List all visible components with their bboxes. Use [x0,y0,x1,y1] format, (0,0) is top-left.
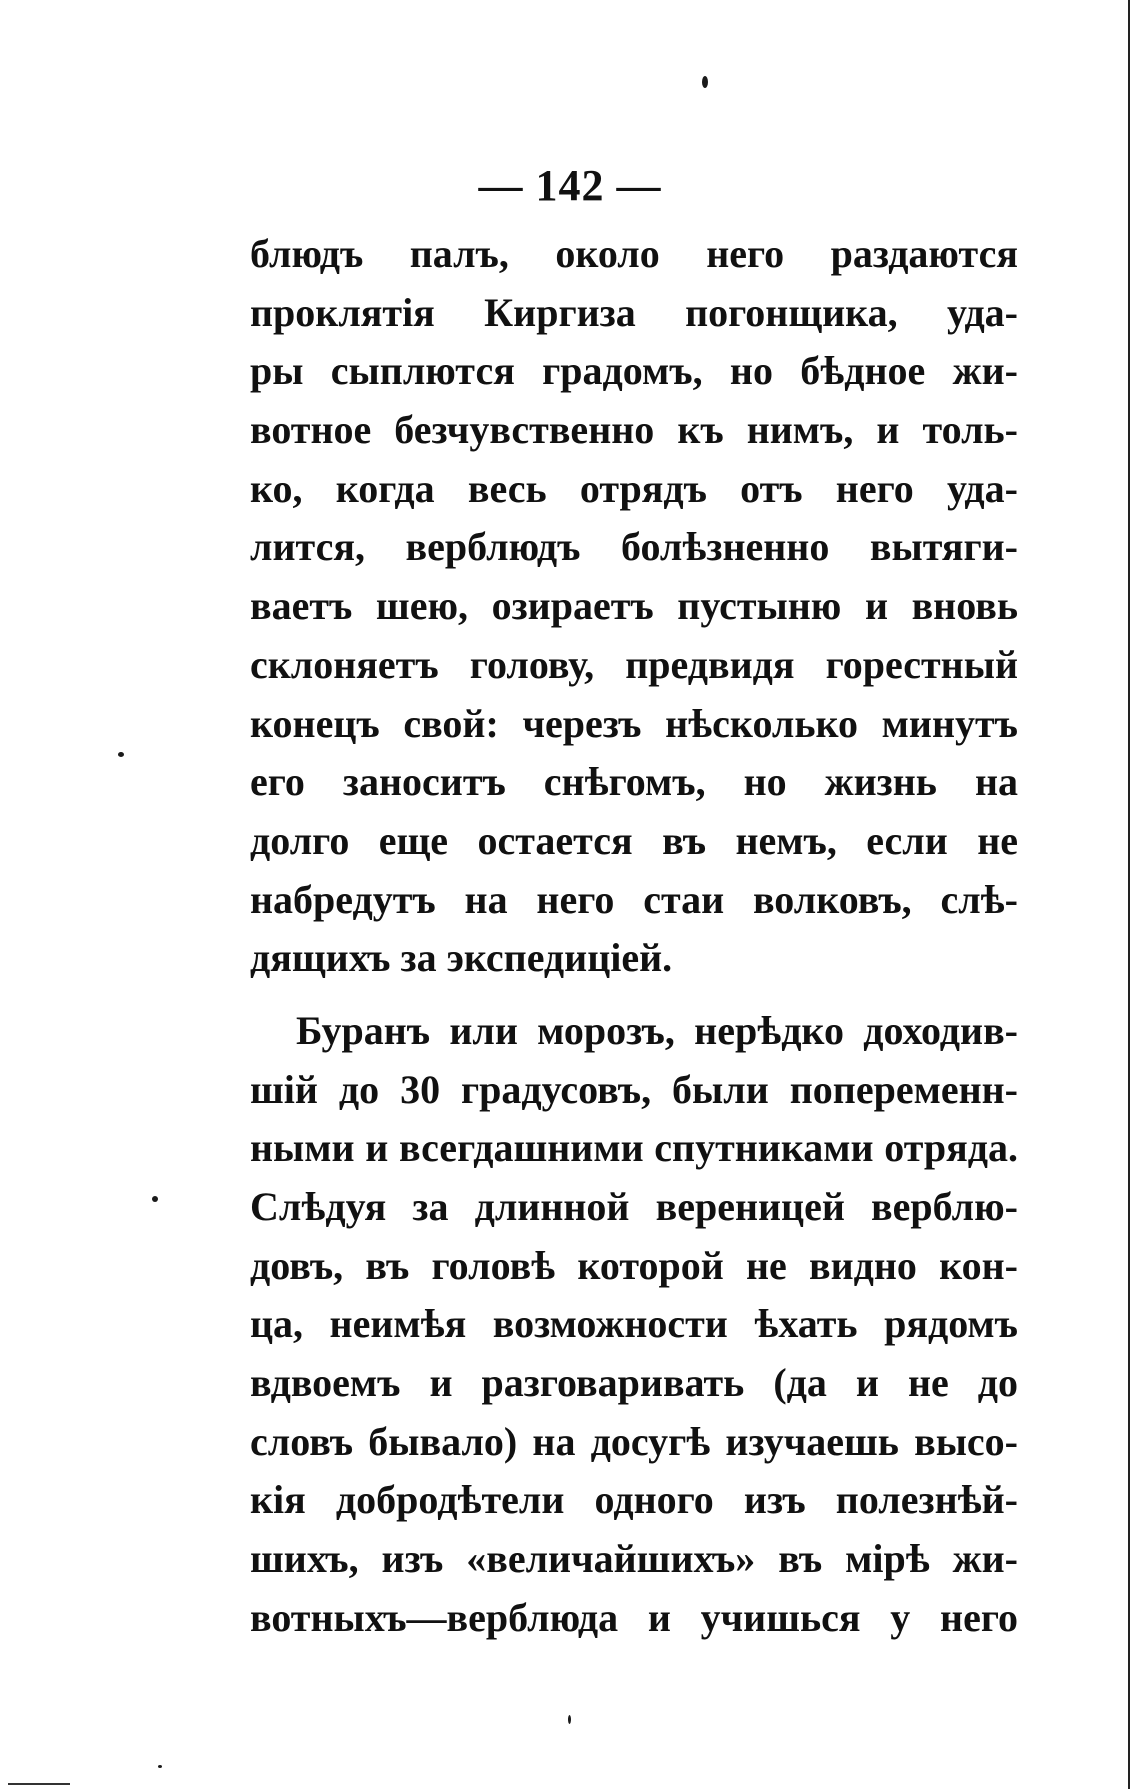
text-line: вотное безчувственно къ нимъ, и толь- [250,407,1018,453]
text-line: вотныхъ—верблюда и учишься у него [250,1594,1018,1640]
ink-speck [118,752,124,757]
text-line: проклятія Киргиза погонщика, уда- [250,289,1018,335]
text-line: набредутъ на него стаи волковъ, слѣ- [250,876,1018,922]
text-line: дящихъ за экспедиціей. [250,935,673,981]
text-line: словъ бывало) на досугѣ изучаешь высо- [250,1418,1018,1464]
text-line: конецъ свой: черезъ нѣсколько минутъ [250,700,1018,746]
text-line: ваетъ шею, озираетъ пустыню и вновь [250,583,1018,629]
text-line: склоняетъ голову, предвидя горестный [250,641,1018,687]
text-line: ными и всегдашними спутниками отряда. [250,1125,1018,1171]
paragraph [250,225,1018,988]
text-line: блюдъ палъ, около него раздаются [250,231,1018,276]
ink-speck [568,1715,571,1724]
ink-speck [702,76,708,88]
text-line: ца, неимѣя возможности ѣхать рядомъ [250,1301,1018,1347]
text-line: шихъ, изъ «величайшихъ» въ мірѣ жи- [250,1536,1018,1582]
paragraph [250,1002,1018,1648]
paragraph-gap [250,988,1018,1002]
text-line: ко, когда весь отрядъ отъ него уда- [250,465,1018,511]
page-number: — 142 — [478,161,662,210]
text-line: Слѣдуя за длинной вереницей верблю- [250,1184,1018,1229]
text-line: Буранъ или морозъ, нерѣдко доходив- [296,1007,1018,1053]
body-text [250,225,1018,1648]
text-line: его заноситъ снѣгомъ, но жизнь на [250,759,1018,805]
text-line: шій до 30 градусовъ, были попеременн- [250,1066,1018,1112]
text-line: кія добродѣтели одного изъ полезнѣй- [250,1477,1018,1523]
text-line: довъ, въ головѣ которой не видно кон- [250,1242,1018,1288]
ink-speck [158,1765,162,1768]
ink-speck [152,1196,158,1202]
text-line: вдвоемъ и разговаривать (да и не до [250,1360,1018,1406]
page-edge-line [1128,0,1130,1789]
text-line: лится, верблюдъ болѣзненно вытяги- [250,524,1018,570]
bottom-edge-mark [8,1783,70,1785]
text-line: ры сыплются градомъ, но бѣдное жи- [250,348,1018,394]
text-line: долго еще остается въ немъ, если не [250,817,1018,863]
